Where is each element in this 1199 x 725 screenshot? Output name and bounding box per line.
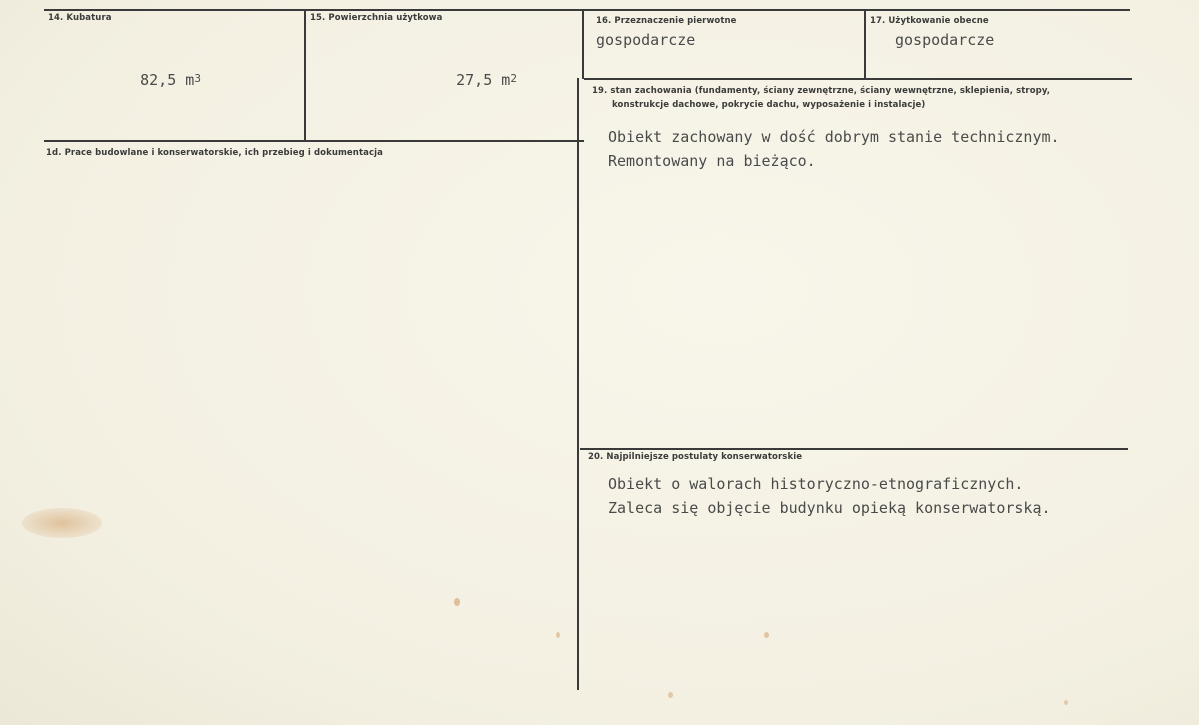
cubature-unit: m bbox=[185, 71, 195, 89]
field-15-value bbox=[420, 44, 517, 118]
main-vertical-divider bbox=[577, 78, 579, 690]
paper-spot bbox=[556, 632, 560, 638]
usable-area-unit: m bbox=[501, 71, 511, 89]
top-rule bbox=[44, 9, 1130, 11]
paper-spot bbox=[668, 692, 673, 698]
divider-15-16 bbox=[582, 9, 584, 79]
field-19-label-line2: konstrukcje dachowe, pokrycie dachu, wyposażenie i instalacje) bbox=[612, 100, 926, 110]
field-20-label: 20. Najpilniejsze postulaty konserwatorskie bbox=[588, 452, 803, 462]
cubature-number: 82,5 bbox=[140, 71, 177, 89]
field-14-label: 14. Kubatura bbox=[48, 13, 112, 23]
paper-spot bbox=[454, 598, 460, 606]
field-16-label: 16. Przeznaczenie pierwotne bbox=[596, 16, 737, 26]
field-16-value: gospodarcze bbox=[596, 31, 696, 49]
field-19-text-line2: Remontowany na bieżąco. bbox=[608, 152, 816, 170]
field-15-label: 15. Powierzchnia użytkowa bbox=[310, 13, 443, 23]
divider-16-17 bbox=[864, 9, 866, 79]
paper-spot bbox=[1064, 700, 1068, 705]
usable-area-number: 27,5 bbox=[456, 71, 493, 89]
field-17-label: 17. Użytkowanie obecne bbox=[870, 16, 989, 26]
field-20-text-line1: Obiekt o walorach historyczno-etnograficznych. bbox=[608, 475, 1024, 493]
field-17-value: gospodarcze bbox=[895, 31, 995, 49]
rule-under-14-15 bbox=[44, 140, 584, 142]
paper-spot bbox=[764, 632, 769, 638]
paper-stain bbox=[22, 508, 102, 538]
divider-14-15 bbox=[304, 9, 306, 141]
field-19-label-line1: 19. stan zachowania (fundamenty, ściany zewnętrzne, ściany wewnętrzne, sklepienia, stropy, bbox=[592, 86, 1051, 96]
field-20-text-line2: Zaleca się objęcie budynku opieką konserwatorską. bbox=[608, 499, 1051, 517]
field-18-label: 1d. Prace budowlane i konserwatorskie, ich przebieg i dokumentacja bbox=[46, 148, 383, 158]
rule-under-16-17 bbox=[584, 78, 1132, 80]
field-14-value bbox=[104, 44, 201, 118]
field-19-text-line1: Obiekt zachowany w dość dobrym stanie technicznym. bbox=[608, 128, 1060, 146]
usable-area-exponent: 2 bbox=[510, 72, 517, 85]
cubature-exponent: 3 bbox=[194, 72, 201, 85]
